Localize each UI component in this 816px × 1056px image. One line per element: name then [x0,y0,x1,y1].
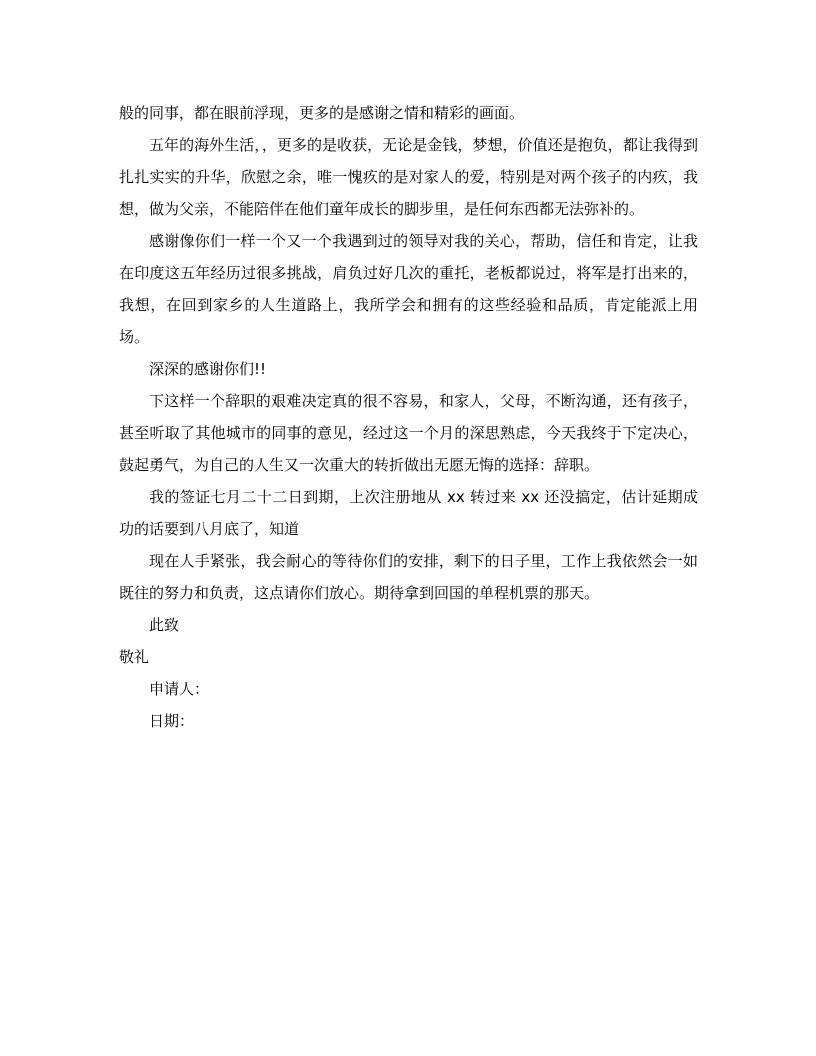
closing-salutation: 此致 [149,616,180,634]
paragraph-waiting-arrangement: 现在人手紧张，我会耐心的等待你们的安排，剩下的日子里，工作上我依然会一如既往的努力和负责，这点请你们放心。期待拿到回国的单程机票的那天。 [119,552,698,602]
date-label: 日期： [149,712,195,730]
paragraph-visa-expiry: 我的签证七月二十二日到期，上次注册地从 xx 转过来 xx 还没搞定，估计延期成功的话要到八月底了，知道 [119,488,698,538]
paragraph-colleagues-memory: 般的同事，都在眼前浮现，更多的是感谢之情和精彩的画面。 [119,104,525,122]
paragraph-overseas-life: 五年的海外生活，，更多的是收获，无论是金钱，梦想，价值还是抱负，都让我得到扎扎实实的升华，欣慰之余，唯一愧疚的是对家人的爱，特别是对两个孩子的内疚，我想，做为父亲，不能陪伴在他们童年成长的脚步里，是任何东西都无法弥补的。 [119,136,698,218]
paragraph-deep-thanks: 深深的感谢你们!! [149,360,267,378]
letter-body [119,97,698,737]
paragraph-resignation-decision: 下这样一个辞职的艰难决定真的很不容易，和家人，父母，不断沟通，还有孩子，甚至听取了其他城市的同事的意见，经过这一个月的深思熟虑，今天我终于下定决心，鼓起勇气，为自己的人生又一次重大的转折做出无愿无悔的选择：辞职。 [119,392,698,474]
closing-regards: 敬礼 [119,648,150,666]
paragraph-thanks-leaders: 感谢像你们一样一个又一个我遇到过的领导对我的关心，帮助，信任和肯定，让我在印度这五年经历过很多挑战，肩负过好几次的重托，老板都说过，将军是打出来的，我想，在回到家乡的人生道路上，我所学会和拥有的这些经验和品质，肯定能派上用场。 [119,232,698,346]
applicant-label: 申请人： [149,680,210,698]
